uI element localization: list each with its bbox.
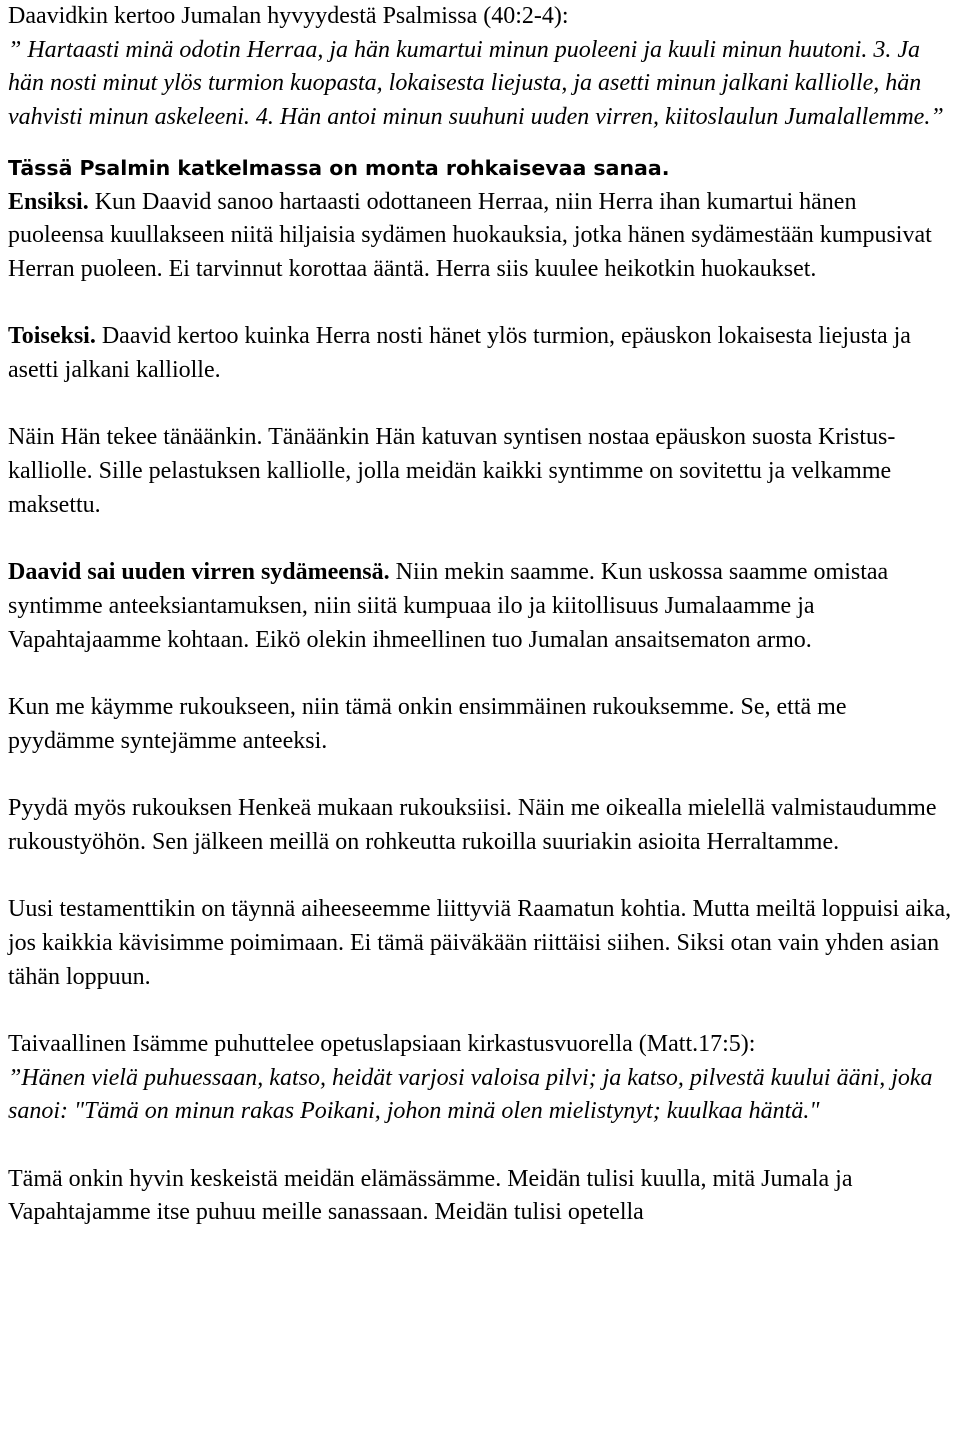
spacer (8, 657, 954, 691)
intro-lead: Daavidkin kertoo Jumalan hyvyydestä Psalmissa (40:2-4): (8, 3, 569, 29)
paragraph-closing: Tämä onkin hyvin keskeistä meidän elämässämme. Meidän tulisi kuulla, mitä Jumala ja Vapahtajamme itse puhuu meille sanassaan. Meidän tulisi opetella (8, 1165, 853, 1226)
spacer (8, 860, 954, 894)
spacer (8, 135, 954, 152)
spacer (8, 1129, 954, 1163)
paragraph-first (8, 186, 954, 287)
paragraph-second (8, 320, 954, 387)
paragraph-new-song (8, 556, 954, 657)
paragraph-second-label: Toiseksi. (8, 323, 96, 350)
paragraph-transfiguration (8, 1028, 954, 1129)
paragraph-today: Näin Hän tekee tänäänkin. Tänäänkin Hän katuvan syntisen nostaa epäuskon suosta Kristus-kalliolle. Sille pelastuksen kalliolle, jolla meidän kaikki syntimme on sovitettu ja velkamme maksettu. (8, 424, 896, 518)
matthew-quote: ”Hänen vielä puhuessaan, katso, heidät varjosi valoisa pilvi; ja katso, pilvestä kuului ääni, joka sanoi: "Tämä on minun rakas Poikani, johon minä olen mielistynyt; kuulkaa häntä." (8, 1064, 933, 1125)
spacer (8, 287, 954, 321)
document-page (8, 0, 954, 1230)
paragraph-prayer: Kun me käymme rukoukseen, niin tämä onkin ensimmäinen rukouksemme. Se, että me pyydämme syntejämme anteeksi. (8, 694, 847, 754)
spacer (8, 758, 954, 792)
section-heading: Tässä Psalmin katkelmassa on monta rohkaisevaa sanaa. (8, 155, 670, 180)
transfiguration-lead: Taivaallinen Isämme puhuttelee opetuslapsiaan kirkastusvuorella (Matt.17:5): (8, 1030, 756, 1057)
spacer (8, 388, 954, 422)
psalm-quote: ” Hartaasti minä odotin Herraa, ja hän kumartui minun puoleeni ja kuuli minun huutoni. 3. Ja hän nosti minut ylös turmion kuopasta, lokaisesta liejusta, ja asetti minun jalkani kalliolle, hän vahvisti minun askeleeni. 4. Hän antoi minun suuhuni uuden virren, kiitoslaulun Jumalallemme.” (8, 36, 944, 131)
paragraph-first-label: Ensiksi. (8, 188, 89, 215)
intro-paragraph (8, 0, 954, 135)
paragraph-new-testament: Uusi testamenttikin on täynnä aiheeseemme liittyviä Raamatun kohtia. Mutta meiltä loppuisi aika, jos kaikkia kävisimme poimimaan. Ei tämä päiväkään riittäisi siihen. Siksi otan vain yhden asian tähän loppuun. (8, 896, 952, 990)
spacer (8, 523, 954, 557)
paragraph-new-song-text: Niin mekin saamme. Kun uskossa saamme omistaa syntimme anteeksiantamuksen, niin siitä kumpuaa ilo ja kiitollisuus Jumalaamme ja Vapahtajaamme kohtaan. Eikö olekin ihmeellinen tuo Jumalan ansaitsematon armo. (8, 559, 889, 653)
paragraph-first-text: Kun Daavid sanoo hartaasti odottaneen Herraa, niin Herra ihan kumartui hänen puoleensa kuullakseen niitä hiljaisia sydämen huokauksia, jotka hänen sydämestään kumpusivat Herran puoleen. Ei tarvinnut korottaa ääntä. Herra siis kuulee heikotkin huokaukset. (8, 188, 932, 282)
paragraph-new-song-label: Daavid sai uuden virren sydämeensä. (8, 559, 390, 586)
paragraph-spirit: Pyydä myös rukouksen Henkeä mukaan rukouksiisi. Näin me oikealla mielellä valmistaudumme rukoustyöhön. Sen jälkeen meillä on rohkeutta rukoilla suuriakin asioita Herraltamme. (8, 795, 937, 855)
spacer (8, 994, 954, 1028)
paragraph-second-text: Daavid kertoo kuinka Herra nosti hänet ylös turmion, epäuskon lokaisesta liejusta ja asetti jalkani kalliolle. (8, 323, 911, 384)
